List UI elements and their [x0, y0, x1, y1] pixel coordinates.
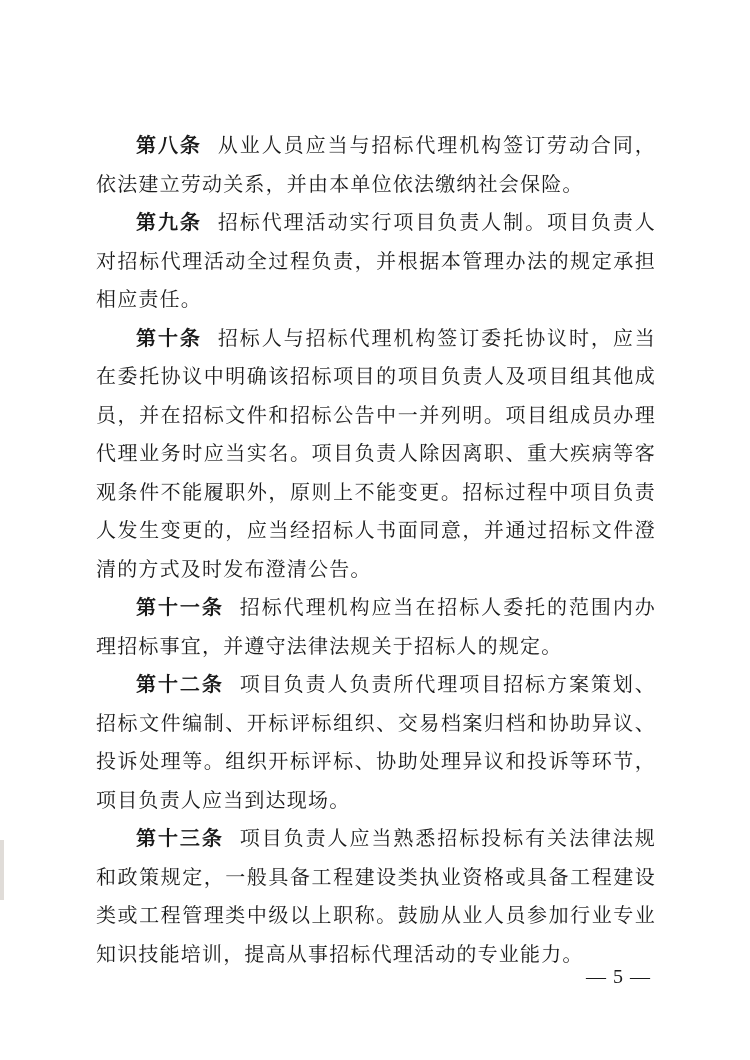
article-13	[96, 819, 656, 973]
article-heading: 第十二条	[136, 672, 224, 696]
scan-edge-mark	[0, 840, 4, 900]
article-heading: 第十三条	[136, 826, 224, 850]
article-text: 项目负责人负责所代理项目招标方案策划、招标文件编制、开标评标组织、交易档案归档和协助异议、投诉处理等。组织开标评标、协助处理异议和投诉等环节，项目负责人应当到达现场。	[96, 672, 656, 812]
document-body	[96, 126, 656, 973]
article-heading: 第九条	[136, 210, 202, 234]
article-text: 从业人员应当与招标代理机构签订劳动合同，依法建立劳动关系，并由本单位依法缴纳社会保险。	[96, 133, 656, 196]
article-9	[96, 203, 656, 319]
article-text: 招标代理机构应当在招标人委托的范围内办理招标事宜，并遵守法律法规关于招标人的规定。	[96, 595, 656, 658]
article-heading: 第十一条	[136, 595, 224, 619]
article-heading: 第十条	[136, 325, 202, 350]
page-number: — 5 —	[586, 966, 651, 988]
article-text: 项目负责人应当熟悉招标投标有关法律法规和政策规定，一般具备工程建设类执业资格或具备工程建设类或工程管理类中级以上职称。鼓励从业人员参加行业专业知识技能培训，提高从事招标代理活动的专业能力。	[96, 826, 656, 966]
article-10	[96, 319, 656, 589]
article-8	[96, 126, 656, 203]
article-text: 招标人与招标代理机构签订委托协议时，应当在委托协议中明确该招标项目的项目负责人及项目组其他成员，并在招标文件和招标公告中一并列明。项目组成员办理代理业务时应当实名。项目负责人除因离职、重大疾病等客观条件不能履职外，原则上不能变更。招标过程中项目负责人发生变更的，应当经招标人书面同意，并通过招标文件澄清的方式及时发布澄清公告。	[96, 325, 656, 581]
article-11	[96, 588, 656, 665]
article-12	[96, 665, 656, 819]
article-heading: 第八条	[136, 133, 202, 157]
article-text: 招标代理活动实行项目负责人制。项目负责人对招标代理活动全过程负责，并根据本管理办法的规定承担相应责任。	[96, 210, 656, 311]
